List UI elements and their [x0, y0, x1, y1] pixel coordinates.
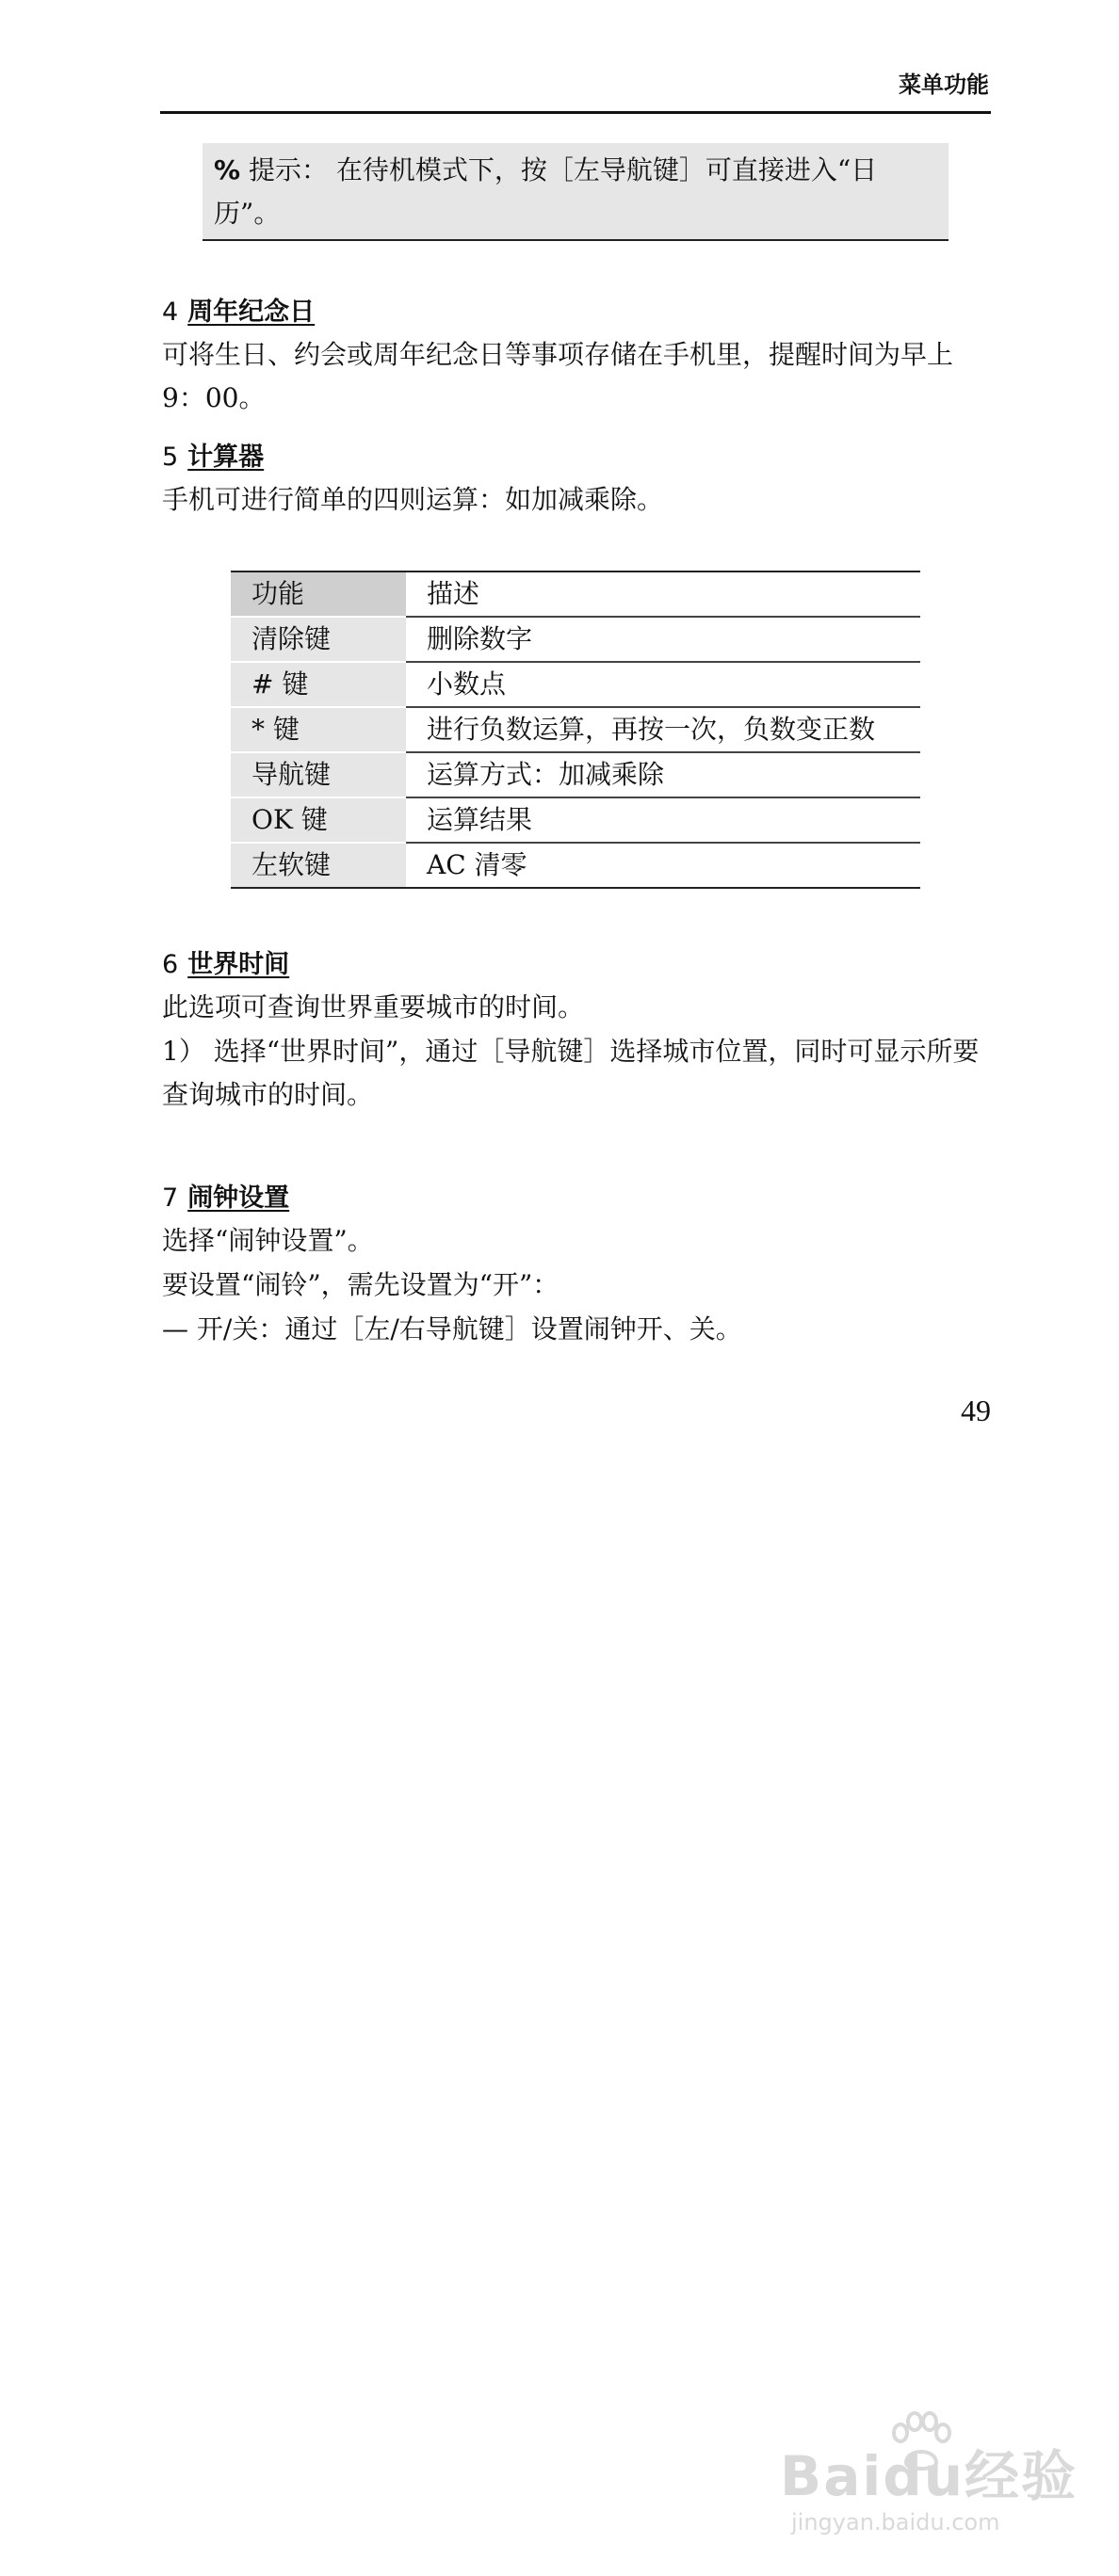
section-number: 7	[162, 1183, 179, 1213]
table-description-cell: 运算方式：加减乘除	[406, 752, 920, 797]
alarm-enable-instruction: 要设置“闹铃”，需先设置为“开”：	[162, 1269, 560, 1300]
table-header-cell: 描述	[406, 572, 920, 617]
baidu-watermark	[780, 2410, 1078, 2552]
section-title: 世界时间	[187, 950, 290, 979]
section-number: 6	[162, 950, 179, 979]
world-time-description: 此选项可查询世界重要城市的时间。	[162, 991, 585, 1022]
table-key-cell: 清除键	[231, 617, 406, 662]
table-header-row	[231, 572, 920, 617]
calculator-description: 手机可进行简单的四则运算：如加减乘除。	[162, 484, 664, 515]
table-description-cell: 运算结果	[406, 797, 920, 843]
section-title: 计算器	[187, 443, 265, 472]
table-description-cell: 删除数字	[406, 617, 920, 662]
section-heading-anniversary	[162, 296, 315, 330]
watermark-url: jingyan.baidu.com	[791, 2509, 1000, 2536]
running-header: 菜单功能	[899, 72, 989, 98]
section-title: 周年纪念日	[187, 298, 316, 327]
header-rule	[160, 111, 991, 114]
anniversary-description: 可将生日、约会或周年纪念日等事项存储在手机里，提醒时间为早上 9：00。	[162, 339, 954, 413]
section-heading-alarm	[162, 1182, 289, 1216]
table-key-cell: 左软键	[231, 843, 406, 888]
table-row	[231, 752, 920, 797]
table-row	[231, 662, 920, 707]
section-heading-world-time	[162, 948, 289, 982]
table-row	[231, 797, 920, 843]
table-header-cell: 功能	[231, 572, 406, 617]
alarm-toggle-instruction: — 开/关：通过［左/右导航键］设置闹钟开、关。	[162, 1313, 742, 1344]
table-row	[231, 617, 920, 662]
table-row	[231, 707, 920, 752]
section-title: 闹钟设置	[187, 1183, 290, 1213]
section-number: 5	[162, 443, 179, 472]
calculator-keys-table	[231, 571, 920, 889]
section-heading-calculator	[162, 441, 264, 475]
tip-box	[203, 143, 949, 241]
table-row	[231, 843, 920, 888]
section-number: 4	[162, 298, 179, 327]
table-key-cell: * 键	[231, 707, 406, 752]
table-description-cell: AC 清零	[406, 843, 920, 888]
table-key-cell: # 键	[231, 662, 406, 707]
world-time-step-1: 1） 选择“世界时间”，通过［导航键］选择城市位置，同时可显示所要查询城市的时间。	[162, 1036, 980, 1110]
table-key-cell: OK 键	[231, 797, 406, 843]
table-description-cell: 小数点	[406, 662, 920, 707]
alarm-select-instruction: 选择“闹钟设置”。	[162, 1225, 374, 1256]
table-description-cell: 进行负数运算，再按一次，负数变正数	[406, 707, 920, 752]
table-key-cell: 导航键	[231, 752, 406, 797]
page-number: 49	[961, 1393, 991, 1427]
watermark-brand: Baidu经验	[780, 2444, 1078, 2508]
tip-icon: %	[214, 154, 241, 185]
tip-text: 提示： 在待机模式下，按［左导航键］可直接进入“日历”。	[214, 154, 878, 229]
